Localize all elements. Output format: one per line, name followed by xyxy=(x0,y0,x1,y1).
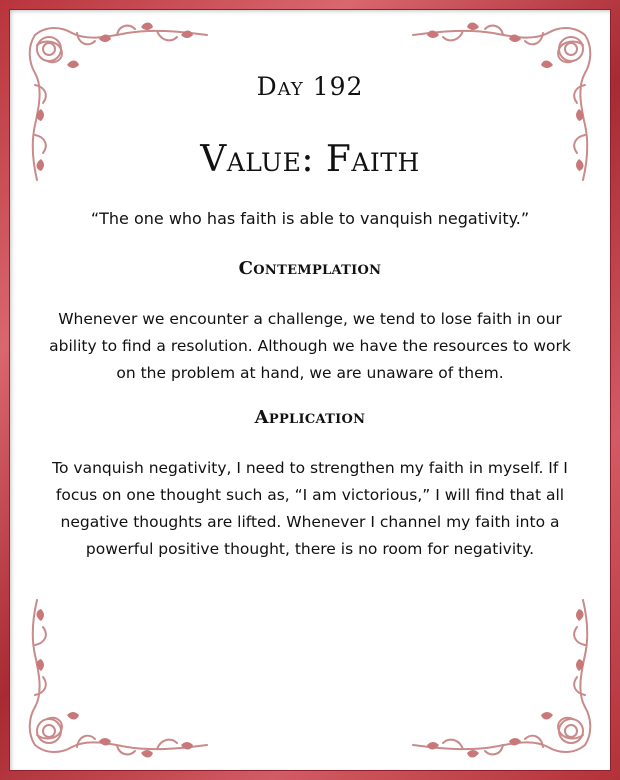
section-body-application: To vanquish negativity, I need to strengthen my faith in myself. If I focus on one thought such as, “I am victorious,” I will find that all negative thoughts are lifted. Whenever I channel my faith into a powerful positive thought, there is no room for negativity. xyxy=(52,459,568,558)
section-heading-application: Application xyxy=(254,407,366,428)
page-sheet xyxy=(9,9,611,771)
section-body-contemplation: Whenever we encounter a challenge, we tend to lose faith in our ability to find a resolution. Although we have the resources to work on the problem at hand, we are unaware of them. xyxy=(49,310,571,382)
section-heading-contemplation: Contemplation xyxy=(238,258,382,279)
value-title: Value: Faith xyxy=(200,139,420,180)
quote: “The one who has faith is able to vanquish negativity.” xyxy=(90,209,530,228)
page-content xyxy=(9,9,611,771)
day-label: Day 192 xyxy=(256,72,364,101)
